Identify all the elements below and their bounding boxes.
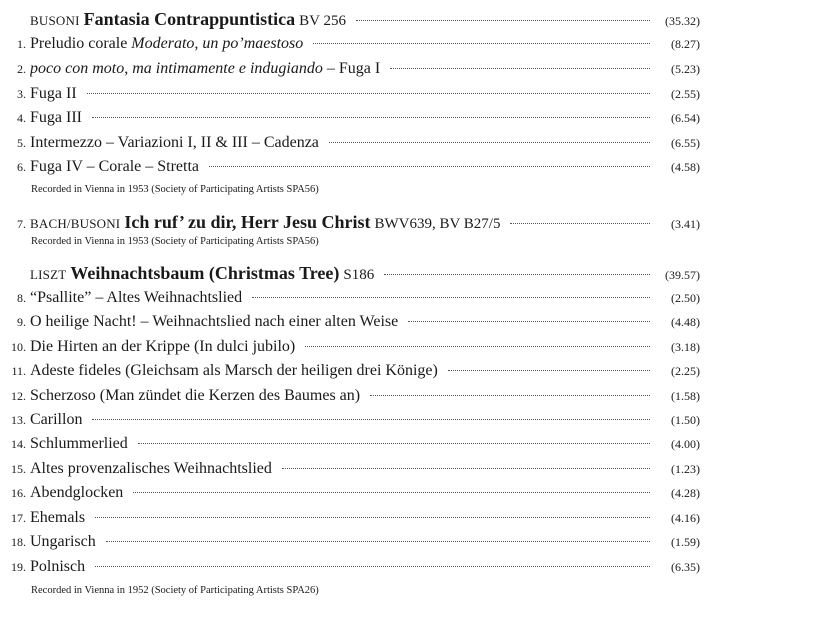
track-row <box>0 109 700 131</box>
composer: BACH/BUSONI <box>30 216 121 231</box>
track-number: 1. <box>17 37 26 51</box>
tempo-marking: poco con moto, ma intimamente e indugiando <box>30 60 323 77</box>
track-title: Die Hirten an der Krippe (In dulci jubilo) <box>30 338 296 355</box>
track-title: Abendglocken <box>30 484 124 501</box>
track-title: – Fuga I <box>322 60 381 77</box>
leader-dots <box>95 566 650 567</box>
track-title: Scherzoso (Man zündet die Kerzen des Baumes an) <box>30 387 361 404</box>
leader-dots <box>408 321 650 322</box>
leader-dots <box>370 395 650 396</box>
leader-dots <box>305 346 650 347</box>
track-duration: (4.00) <box>671 437 700 451</box>
leader-dots <box>92 419 650 420</box>
leader-dots <box>313 43 650 44</box>
track-number: 5. <box>17 136 26 150</box>
track-number: 7. <box>17 217 26 231</box>
track-duration: (2.55) <box>671 87 700 101</box>
track-duration: (6.54) <box>671 111 700 125</box>
total-duration: (35.32) <box>665 14 700 28</box>
track-duration: (1.59) <box>671 535 700 549</box>
track-duration: (2.50) <box>671 291 700 305</box>
catalog-number: BWV639, BV B27/5 <box>374 216 501 232</box>
track-title: Carillon <box>30 411 83 428</box>
track-row <box>0 558 700 580</box>
track-number: 11. <box>11 364 26 378</box>
track-title: Ungarisch <box>30 533 96 550</box>
track-title: Fuga III <box>30 109 82 126</box>
leader-dots <box>95 517 650 518</box>
leader-dots <box>510 223 650 224</box>
work-title: Ich ruf’ zu dir, Herr Jesu Christ <box>124 212 371 232</box>
leader-dots <box>356 20 650 21</box>
track-row <box>0 484 700 506</box>
track-title: Intermezzo – Variazioni I, II & III – Cadenza <box>30 134 319 151</box>
track-number: 10. <box>11 340 26 354</box>
section-header-liszt <box>0 263 700 285</box>
recording-note: Recorded in Vienna in 1952 (Society of Participating Artists SPA26) <box>31 585 319 596</box>
track-number: 9. <box>17 315 26 329</box>
track-duration: (1.58) <box>671 389 700 403</box>
track-row <box>0 85 700 107</box>
track-title: Preludio corale <box>30 35 128 52</box>
leader-dots <box>329 142 650 143</box>
track-row <box>0 158 700 180</box>
track-number: 19. <box>11 560 26 574</box>
track-number: 4. <box>17 111 26 125</box>
total-duration: (39.57) <box>665 268 700 282</box>
track-number: 3. <box>17 87 26 101</box>
leader-dots <box>138 443 650 444</box>
track-duration: (4.58) <box>671 160 700 174</box>
track-duration: (4.16) <box>671 511 700 525</box>
leader-dots <box>390 68 650 69</box>
track-title: Polnisch <box>30 558 86 575</box>
leader-dots <box>92 117 650 118</box>
work-title: Weihnachtsbaum (Christmas Tree) <box>70 263 340 283</box>
work-title: Fantasia Contrappuntistica <box>83 9 296 29</box>
track-title: O heilige Nacht! – Weihnachtslied nach einer alten Weise <box>30 313 399 330</box>
track-row <box>0 509 700 531</box>
track-number: 13. <box>11 413 26 427</box>
track-duration: (3.41) <box>671 217 700 231</box>
recording-note: Recorded in Vienna in 1953 (Society of Participating Artists SPA56) <box>31 236 319 247</box>
track-row <box>0 411 700 433</box>
track-row <box>0 289 700 311</box>
track-row <box>0 134 700 156</box>
track-title: Ehemals <box>30 509 86 526</box>
track-number: 18. <box>11 535 26 549</box>
track-title: Schlummerlied <box>30 435 128 452</box>
track-row <box>0 35 700 57</box>
track-number: 2. <box>17 62 26 76</box>
leader-dots <box>448 370 650 371</box>
leader-dots <box>384 274 650 275</box>
track-row <box>0 387 700 409</box>
track-title: “Psallite” – Altes Weihnachtslied <box>30 289 243 306</box>
tempo-marking: Moderato, un po’maestoso <box>131 35 304 52</box>
track-row <box>0 338 700 360</box>
track-title: Fuga IV – Corale – Stretta <box>30 158 200 175</box>
track-number: 15. <box>11 462 26 476</box>
track-number: 14. <box>11 437 26 451</box>
track-duration: (4.48) <box>671 315 700 329</box>
track-number: 8. <box>17 291 26 305</box>
catalog-number: BV 256 <box>299 13 346 29</box>
track-duration: (3.18) <box>671 340 700 354</box>
track-title: Adeste fideles (Gleichsam als Marsch der heiligen drei Könige) <box>30 362 438 379</box>
track-row <box>0 362 700 384</box>
recording-note: Recorded in Vienna in 1953 (Society of Participating Artists SPA56) <box>31 184 319 195</box>
track-row <box>0 435 700 457</box>
track-duration: (1.23) <box>671 462 700 476</box>
leader-dots <box>252 297 650 298</box>
leader-dots <box>209 166 650 167</box>
composer: LISZT <box>30 267 67 282</box>
track-number: 16. <box>11 486 26 500</box>
leader-dots <box>106 541 650 542</box>
track-duration: (5.23) <box>671 62 700 76</box>
track-duration: (4.28) <box>671 486 700 500</box>
leader-dots <box>282 468 650 469</box>
track-row <box>0 313 700 335</box>
track-duration: (6.35) <box>671 560 700 574</box>
track-number: 17. <box>11 511 26 525</box>
catalog-number: S186 <box>343 267 375 283</box>
leader-dots <box>133 492 650 493</box>
track-duration: (2.25) <box>671 364 700 378</box>
leader-dots <box>87 93 650 94</box>
track-row <box>0 60 700 82</box>
track-number: 6. <box>17 160 26 174</box>
track-title: Fuga II <box>30 85 77 102</box>
track-title: Altes provenzalisches Weihnachtslied <box>30 460 272 477</box>
composer: BUSONI <box>30 13 80 28</box>
track-duration: (8.27) <box>671 37 700 51</box>
section-header-busoni <box>0 9 700 31</box>
track-duration: (1.50) <box>671 413 700 427</box>
track-row <box>0 533 700 555</box>
track-number: 12. <box>11 389 26 403</box>
track-row <box>0 460 700 482</box>
track-duration: (6.55) <box>671 136 700 150</box>
section-header-bach-busoni <box>0 212 700 234</box>
